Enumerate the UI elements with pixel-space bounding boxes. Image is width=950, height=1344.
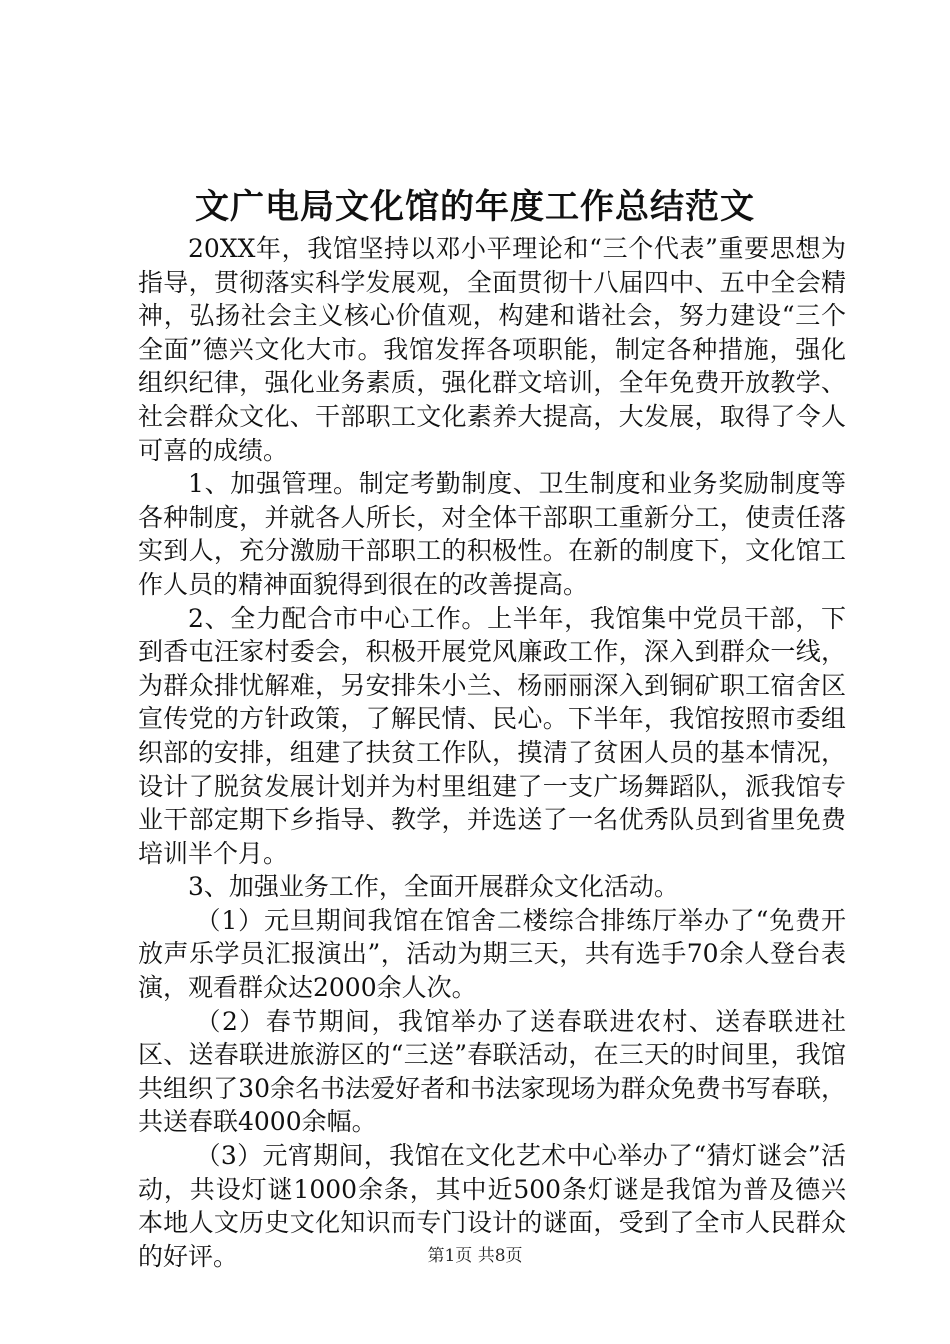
document-title: 文广电局文化馆的年度工作总结范文	[195, 187, 755, 227]
paragraph-management: 1、加强管理。制定考勤制度、卫生制度和业务奖励制度等各种制度，并就各人所长，对全体干部职工重新分工，使责任落实到人，充分激励干部职工的积极性。在新的制度下，文化馆工作人员的精神面貌得到很在的改善提高。	[138, 469, 846, 599]
paragraph-lantern-festival-event: （3）元宵期间，我馆在文化艺术中心举办了“猜灯谜会”活动，共设灯谜1000余条，其中近500条灯谜是我馆为普及德兴本地人文历史文化知识而专门设计的谜面，受到了全市人民群众的好评。	[138, 1141, 846, 1271]
page-number-footer: 第1页 共8页	[427, 1246, 523, 1266]
paragraph-spring-festival-event: （2）春节期间，我馆举办了送春联进农村、送春联进社区、送春联进旅游区的“三送”春联活动，在三天的时间里，我馆共组织了30余名书法爱好者和书法家现场为群众免费书写春联，共送春联4000余幅。	[138, 1006, 846, 1137]
paragraph-new-year-event: （1）元旦期间我馆在馆舍二楼综合排练厅举办了“免费开放声乐学员汇报演出”，活动为期三天，共有选手70余人登台表演，观看群众达2000余人次。	[138, 905, 846, 1003]
paragraph-intro: 20XX年，我馆坚持以邓小平理论和“三个代表”重要思想为指导，贯彻落实科学发展观，全面贯彻十八届四中、五中全会精神，弘扬社会主义核心价值观，构建和谐社会，努力建设“三个全面”德兴文化大市。我馆发挥各项职能，制定各种措施，强化组织纪律，强化业务素质，强化群文培训，全年免费开放教学、社会群众文化、干部职工文化素养大提高，大发展，取得了令人可喜的成绩。	[138, 234, 846, 465]
document-body	[138, 232, 846, 1273]
paragraph-business-work: 3、加强业务工作，全面开展群众文化活动。	[188, 872, 679, 902]
paragraph-city-work: 2、全力配合市中心工作。上半年，我馆集中党员干部，下到香屯汪家村委会，积极开展党风廉政工作，深入到群众一线，为群众排忧解难，另安排朱小兰、杨丽丽深入到铜矿职工宿舍区宣传党的方针政策，了解民情、民心。下半年，我馆按照市委组织部的安排，组建了扶贫工作队，摸清了贫困人员的基本情况，设计了脱贫发展计划并为村里组建了一支广场舞蹈队，派我馆专业干部定期下乡指导、教学，并选送了一名优秀队员到省里免费培训半个月。	[138, 603, 846, 868]
